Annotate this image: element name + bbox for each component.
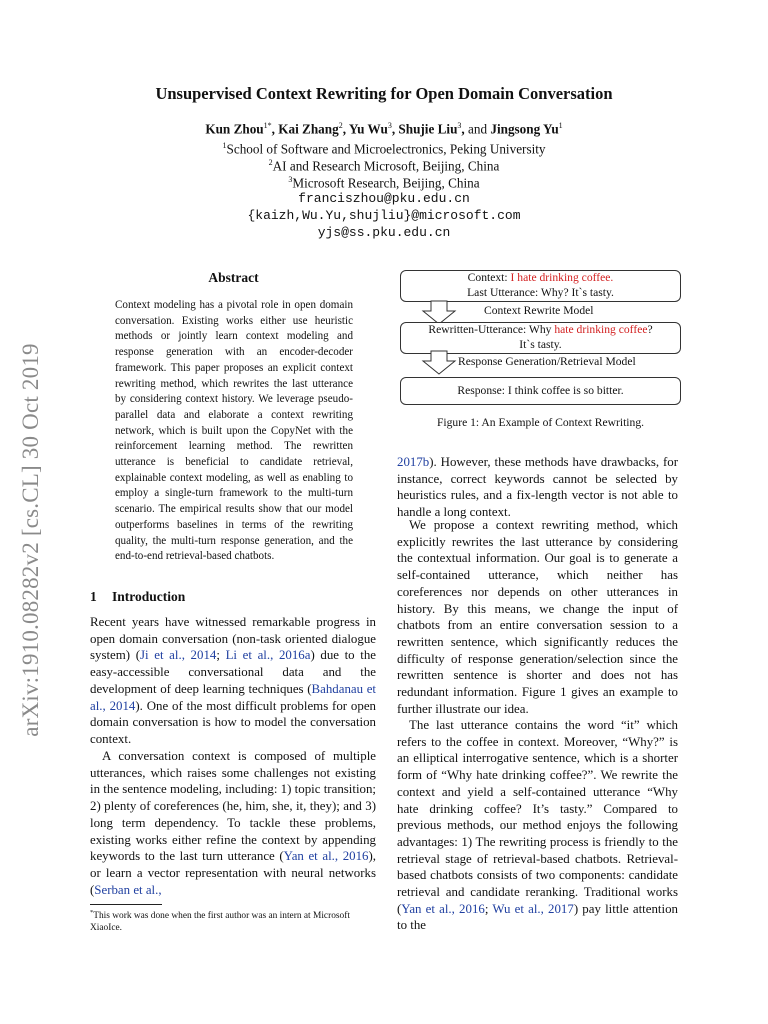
figure-caption: Figure 1: An Example of Context Rewriting. xyxy=(436,416,645,429)
footnote-mark: * xyxy=(90,909,94,916)
author-name: Yu Wu xyxy=(348,121,388,137)
affiliation xyxy=(0,171,768,191)
email[interactable]: yjs@ss.pku.edu.cn xyxy=(317,225,451,240)
rewritten-label: Rewritten-Utterance: Why xyxy=(428,323,555,336)
email[interactable]: {kaizh,Wu.Yu,shujliu}@microsoft.com xyxy=(247,208,521,223)
body-text: ; xyxy=(484,901,493,916)
citation-link[interactable]: 2017b xyxy=(397,455,430,469)
section-title: Introduction xyxy=(112,589,186,604)
rewrite-model-label: Context Rewrite Model xyxy=(484,304,594,317)
last-utterance: Last Utterance: Why? It`s tasty. xyxy=(467,285,614,299)
footnote-text: This work was done when the first author was an intern at Microsoft XiaoIce. xyxy=(90,911,350,934)
body-text: ), or learn a vector representation with neural networks ( xyxy=(90,849,376,897)
body-text: We propose a context rewriting method, which explicitly rewrites the last utterance by considering the contextual information. Our goal is to generate a self-contained utterance, which neither has coreferences nor depends on other utterances in history. By this means, we change the input of chatbots from an entire conversation session to a rewritten sentence, which significantly reduces the difficulty of response generation/selection since the rewritten sentence is shorter and does not has redundant information. Figure 1 gives an example to further illustrate our idea. xyxy=(397,518,678,716)
affiliation-mark: 1 xyxy=(222,141,227,150)
context-highlight: I hate drinking coffee. xyxy=(510,271,614,284)
affiliation-mark: 2 xyxy=(268,158,273,167)
author-mark: 3 xyxy=(457,121,462,130)
response-box: Response: I think coffee is so bitter. xyxy=(400,377,681,405)
body-text: ). However, these methods have drawbacks, for instance, correct keywords cannot be selected by heuristics rules, and a fix-length vector is not able to handle a long context. xyxy=(397,455,678,520)
section-number: 1 xyxy=(90,589,97,604)
body-text: ) due to the easy-accessible conversational data and the development of deep learning techniques ( xyxy=(90,648,377,696)
author-mark: 1* xyxy=(263,121,272,130)
citation-link[interactable]: Wu et al., 2017 xyxy=(492,901,574,916)
rewritten-line-2: It`s tasty. xyxy=(519,337,562,351)
citation-link[interactable]: Serban et al., xyxy=(94,882,162,897)
right-paragraph-2 xyxy=(397,517,678,717)
affiliation-mark: 3 xyxy=(288,175,293,184)
citation-link[interactable]: Bahdanau et al., 2014 xyxy=(90,681,377,713)
affiliation-text: AI and Research Microsoft, Beijing, China xyxy=(272,158,500,174)
right-paragraph-3 xyxy=(397,717,678,934)
rewritten-highlight: hate drinking coffee xyxy=(554,323,648,336)
body-text: ). One of the most difficult problems for open domain conversation is how to model the conversation context. xyxy=(90,698,376,746)
right-paragraph-1 xyxy=(397,454,678,521)
author-mark: 2 xyxy=(338,121,343,130)
down-arrow-icon xyxy=(419,350,459,376)
author-mark: 3 xyxy=(387,121,392,130)
footnote xyxy=(90,907,376,934)
email[interactable]: franciszhou@pku.edu.cn xyxy=(298,191,470,206)
affiliation-text: School of Software and Microelectronics, Peking University xyxy=(226,141,546,157)
intro-paragraph-1 xyxy=(90,614,376,748)
context-label: Context: xyxy=(467,271,511,284)
arxiv-stamp-text: arXiv:1910.08282v2 [cs.CL] 30 Oct 2019 xyxy=(18,343,43,737)
intro-paragraph-2 xyxy=(90,748,376,898)
body-text: Recent years have witnessed remarkable progress in open domain conversation (non-task oriented dialogue system) ( xyxy=(90,615,376,663)
paper-title: Unsupervised Context Rewriting for Open Domain Conversation xyxy=(155,84,613,103)
abstract-heading: Abstract xyxy=(208,270,259,285)
citation-link[interactable]: Ji et al., 2014 xyxy=(140,648,217,663)
author-name: Kun Zhou xyxy=(205,121,264,137)
body-text: The last utterance contains the word “it” which refers to the coffee in context. Moreover, “Why?” is an elliptical interrogative sentence, which is a shorter form of “Why hate drinking coffee?”. We rewrite the context and yield a self-contained utterance “Why hate drinking coffee? It’s tasty.” Compared to previous methods, our method enjoys the following advantages: 1) The rewriting process is friendly to the retrieval stage of retrieval-based chatbots. Retrieval-based chatbots consists of two components: candidate retrieval and candidate reranking. Traditional works ( xyxy=(397,718,678,916)
citation-link[interactable]: Yan et al., 2016 xyxy=(283,849,369,864)
arxiv-stamp xyxy=(12,330,50,750)
context-box xyxy=(400,270,681,302)
author-name: Kai Zhang xyxy=(278,121,339,137)
footnote-rule xyxy=(90,904,162,905)
rewritten-suffix: ? xyxy=(647,323,653,336)
section-heading xyxy=(90,589,185,605)
author-name: Jingsong Yu xyxy=(490,121,559,137)
body-text: ; xyxy=(216,648,226,663)
body-text: A conversation context is composed of multiple utterances, which raises some challenges not existing in the sentence modeling, including: 1) topic transition; 2) plenty of coreferences (he, him, she, it, they); and 3) long term dependency. To tackle these problems, existing works either refine the context by appending keywords to the last turn utterance ( xyxy=(90,749,376,864)
response-model-label: Response Generation/Retrieval Model xyxy=(458,355,636,368)
citation-link[interactable]: Li et al., 2016a xyxy=(225,648,311,663)
body-text: ) pay little attention to the xyxy=(397,901,678,933)
citation-link[interactable]: Yan et al., 2016 xyxy=(401,901,485,916)
abstract-text: Context modeling has a pivotal role in open domain conversation. Existing works either use heuristic methods or jointly learn context modeling and response generation with an encoder-decoder framework. This paper proposes an explicit context rewriting method, which rewrites the last utterance by considering context history. We leverage pseudo-parallel data and elaborate a context rewriting network, which is built upon the CopyNet with the reinforcement learning method. The rewritten utterance is beneficial to candidate retrieval, explainable context modeling, as well as enabling to employ a single-turn framework to the multi-turn scenario. The empirical results show that our model outperforms baselines in terms of the rewriting quality, the multi-turn response generation, and the end-to-end retrieval-based chatbots. xyxy=(115,299,353,563)
affiliation-text: Microsoft Research, Beijing, China xyxy=(292,175,480,191)
author-mark: 1 xyxy=(558,121,563,130)
author-name: Shujie Liu xyxy=(398,121,458,137)
author-conjunction: and xyxy=(468,121,488,137)
author-list: Kun Zhou$^{1*}$, Kai Zhang$^2$, Yu Wu$^3$, Shujie Liu$^3$, and Jingsong Yu$^1$ xyxy=(205,121,563,137)
